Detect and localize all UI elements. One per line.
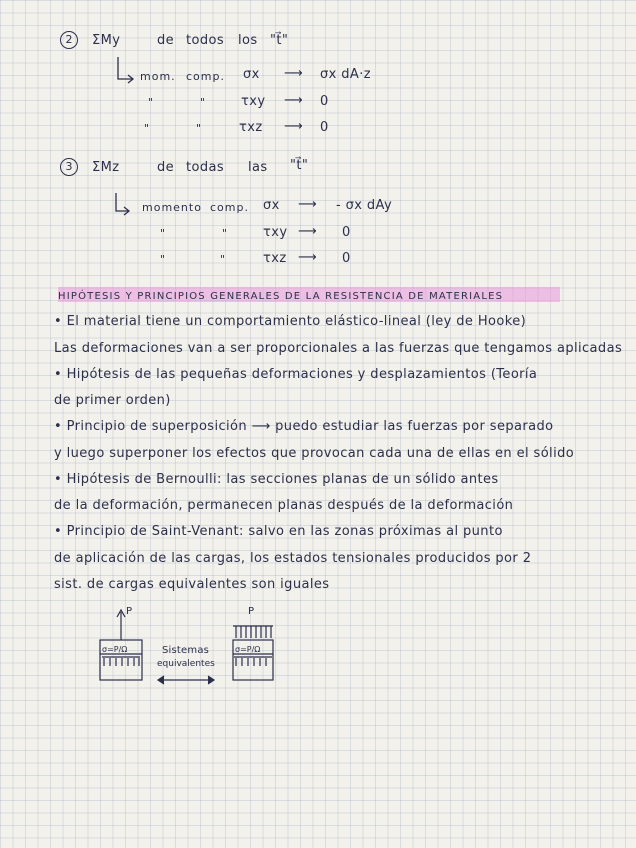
stress-label: σ=P/Ω	[102, 645, 128, 654]
stress-label: σ=P/Ω	[235, 645, 261, 654]
arrow-icon: ⟶	[298, 197, 318, 212]
principle-line: y luego superponer los efectos que provocan cada una de ellas en el sólido	[54, 446, 575, 461]
item-number-3: 3	[60, 158, 78, 176]
section-heading: HIPÓTESIS Y PRINCIPIOS GENERALES DE LA RESISTENCIA DE MATERIALES	[58, 291, 504, 302]
text-de: de	[157, 33, 175, 48]
row-result: σx dA·z	[320, 67, 371, 82]
ditto-mark: "	[148, 96, 155, 109]
stress-symbol: τxy	[263, 225, 288, 240]
stress-symbol: τxy	[241, 94, 266, 109]
row-label: momento	[142, 201, 202, 214]
principle-line: de aplicación de las cargas, los estados tensionales producidos por 2	[54, 551, 532, 566]
stress-symbol: σx	[243, 67, 260, 82]
distributed-load-icon	[102, 657, 140, 666]
text-de: de	[157, 160, 175, 175]
principle-line: de la deformación, permanecen planas después de la deformación	[54, 498, 514, 513]
text-los: los	[238, 33, 258, 48]
arrow-icon: ⟶	[284, 66, 304, 81]
vector-t-label: "t⃗"	[270, 33, 289, 48]
ditto-mark: "	[200, 96, 207, 109]
caption-equivalentes: equivalentes	[157, 659, 215, 669]
stress-symbol: τxz	[239, 120, 263, 135]
ditto-mark: "	[196, 122, 203, 135]
stress-symbol: τxz	[263, 251, 287, 266]
principle-line: sist. de cargas equivalentes son iguales	[54, 577, 330, 592]
sum-my: ΣMy	[92, 33, 121, 48]
ditto-mark: "	[160, 227, 167, 240]
principle-line: • Hipótesis de Bernoulli: las secciones planas de un sólido antes	[54, 472, 499, 487]
row-label: comp.	[210, 201, 249, 214]
item-number-2: 2	[60, 31, 78, 49]
ditto-mark: "	[220, 253, 227, 266]
row-result: 0	[320, 120, 329, 135]
row-result: 0	[342, 251, 351, 266]
sum-mz: ΣMz	[92, 160, 120, 175]
principle-line: • Principio de superposición ⟶ puedo estudiar las fuerzas por separado	[54, 419, 554, 434]
text-las: las	[248, 160, 268, 175]
principle-line: • Hipótesis de las pequeñas deformaciones y desplazamientos (Teoría	[54, 367, 538, 382]
principle-line: • Principio de Saint-Venant: salvo en las zonas próximas al punto	[54, 524, 503, 539]
row-result: 0	[342, 225, 351, 240]
row-result: 0	[320, 94, 329, 109]
text-todas: todas	[186, 160, 225, 175]
row-result: - σx dAy	[336, 198, 393, 213]
arrow-icon: ⟶	[298, 224, 318, 239]
load-label: P	[126, 606, 133, 617]
vector-t-label: "t⃗"	[290, 158, 309, 173]
principle-line: de primer orden)	[54, 393, 171, 408]
caption-sistemas: Sistemas	[162, 645, 210, 656]
ditto-mark: "	[160, 253, 167, 266]
stress-symbol: σx	[263, 198, 280, 213]
principle-line: • El material tiene un comportamiento elástico-lineal (ley de Hooke)	[54, 314, 527, 329]
text-todos: todos	[186, 33, 225, 48]
ditto-mark: "	[222, 227, 229, 240]
load-label: P	[248, 606, 255, 617]
arrow-icon: ⟶	[298, 250, 318, 265]
arrow-icon: ⟶	[284, 93, 304, 108]
row-label: comp.	[186, 70, 225, 83]
ditto-mark: "	[144, 122, 151, 135]
principle-line: Las deformaciones van a ser proporcionales a las fuerzas que tengamos aplicadas	[54, 341, 623, 356]
row-label: mom.	[140, 70, 176, 83]
arrow-icon: ⟶	[284, 119, 304, 134]
